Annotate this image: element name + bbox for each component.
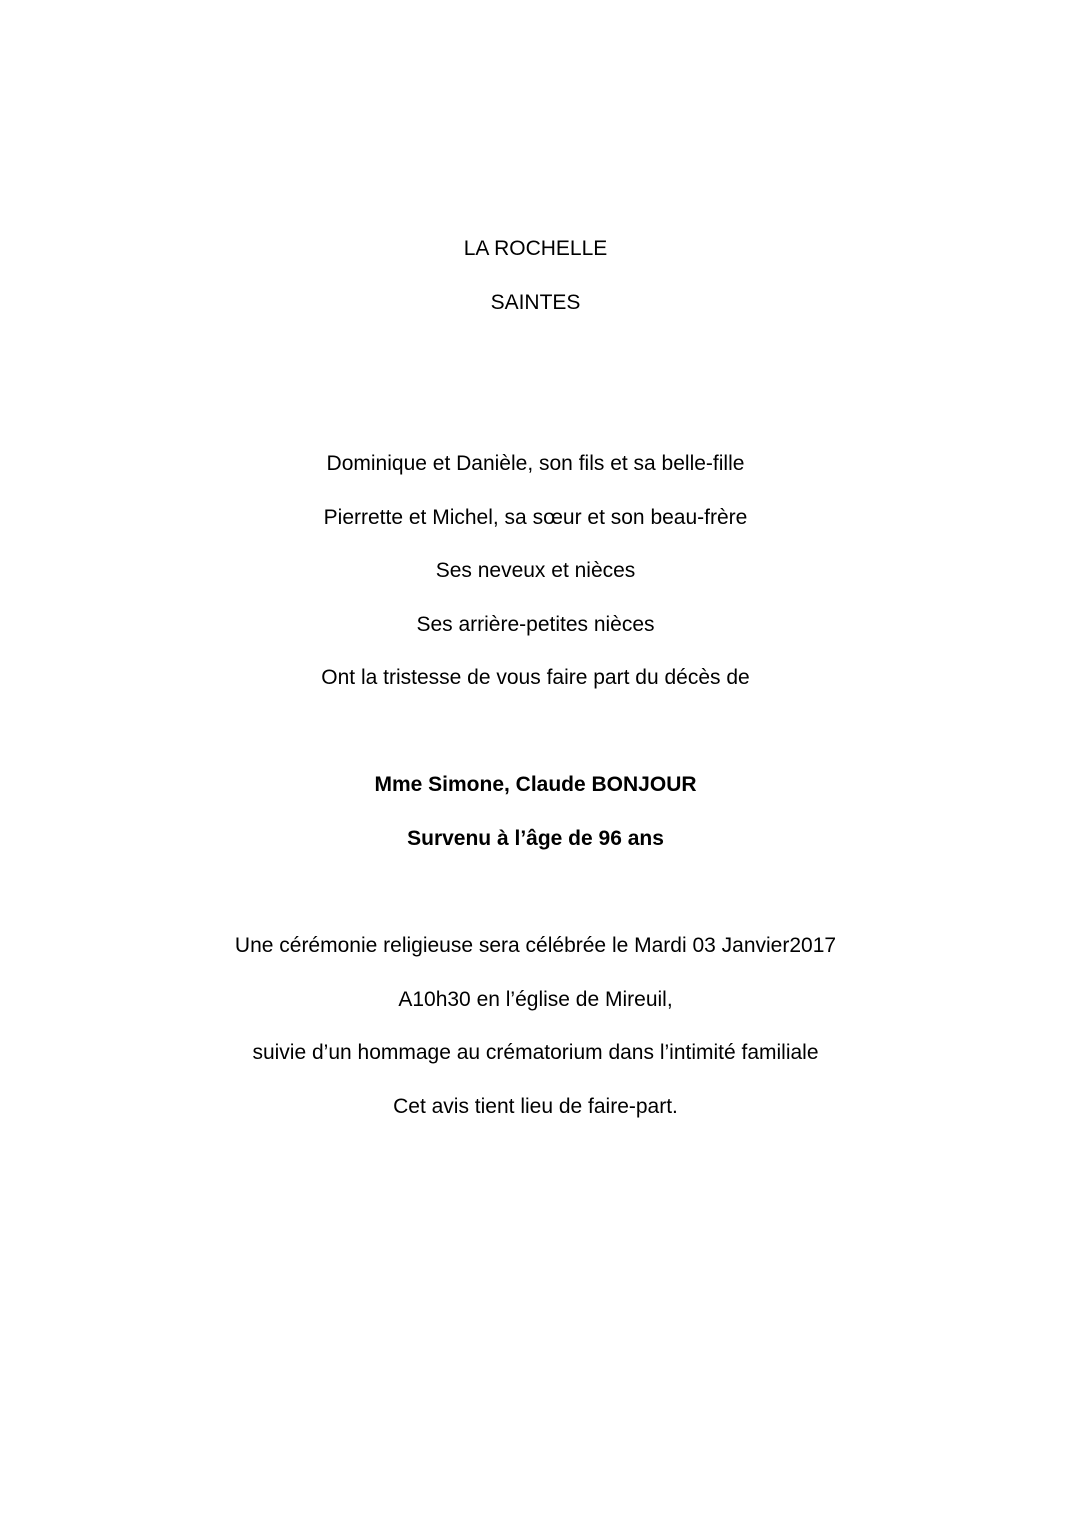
announcement-line: Ont la tristesse de vous faire part du décès de [321,666,750,689]
ceremony-date-line: Une cérémonie religieuse sera célébrée le Mardi 03 Janvier2017 [234,934,837,957]
deceased-name: Mme Simone, Claude BONJOUR [374,773,697,796]
family-line-son: Dominique et Danièle, son fils et sa belle-fille [326,452,745,475]
notice-line: Cet avis tient lieu de faire-part. [393,1095,678,1118]
ceremony-crematorium-line: suivie d’un hommage au crématorium dans l’intimité familiale [252,1041,819,1064]
family-line-nephews: Ses neveux et nièces [435,559,636,582]
deceased-age: Survenu à l’âge de 96 ans [407,827,664,850]
ceremony-place-line: A10h30 en l’église de Mireuil, [398,988,673,1011]
city-saintes: SAINTES [490,291,581,314]
family-line-sister: Pierrette et Michel, sa sœur et son beau-frère [323,506,748,529]
city-la-rochelle: LA ROCHELLE [463,237,608,260]
family-line-grandnieces: Ses arrière-petites nièces [416,613,655,636]
